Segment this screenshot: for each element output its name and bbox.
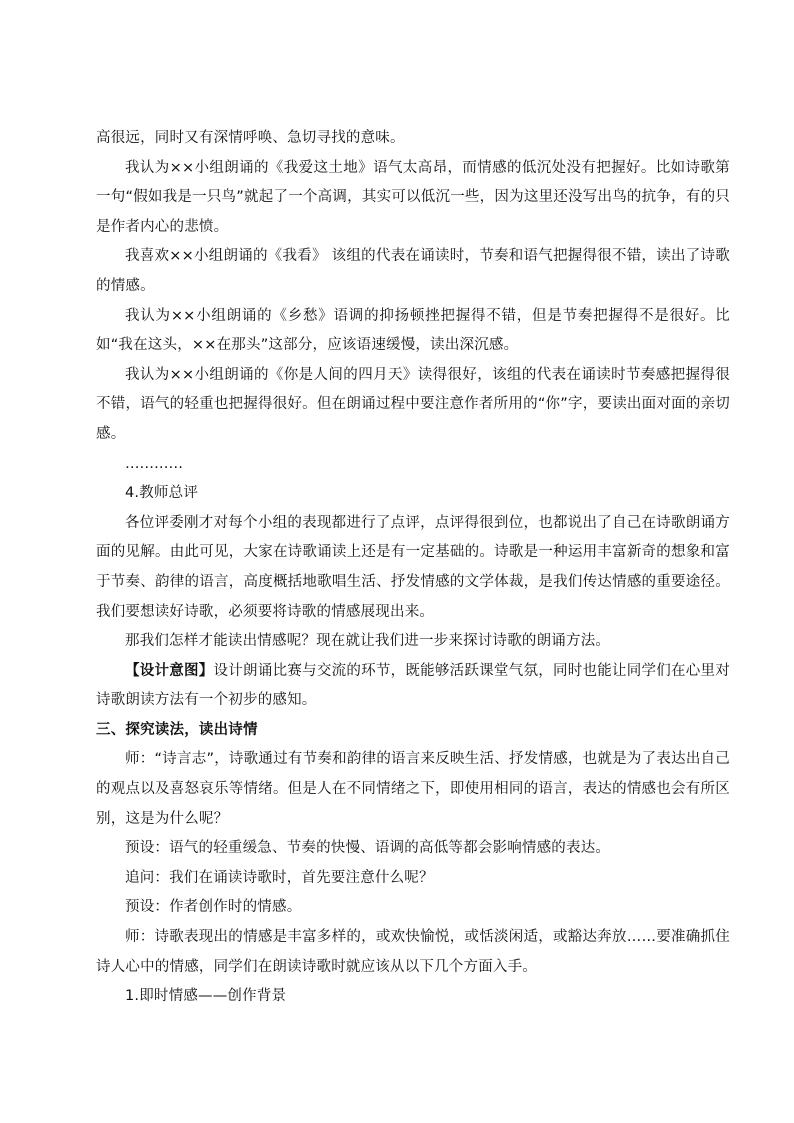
document-body xyxy=(96,124,730,1012)
paragraph-design-intent xyxy=(96,657,730,716)
design-intent-text: 设计朗诵比赛与交流的环节，既能够活跃课堂气氛，同时也能让同学们在心里对诗歌朗读方法有一个初步的感知。 xyxy=(96,662,730,709)
paragraph-preset-2: 预设：作者创作时的情感。 xyxy=(125,899,302,916)
paragraph-teacher-emotions: 师：诗歌表现出的情感是丰富多样的，或欢快愉悦，或恬淡闲适，或豁达奔放……要准确抓住诗人心中的情感，同学们在朗读诗歌时就应该从以下几个方面入手。 xyxy=(96,929,730,975)
ellipsis-line: ………… xyxy=(125,455,183,472)
section-heading-explore: 三、探究读法，读出诗情 xyxy=(96,721,258,738)
subheading-teacher-summary: 4.教师总评 xyxy=(125,485,199,502)
paragraph-follow-up: 追问：我们在诵读诗歌时，首先要注意什么呢？ xyxy=(125,869,434,886)
paragraph-continuation: 高很远，同时又有深情呼唤、急切寻找的意味。 xyxy=(96,130,405,146)
subheading-instant-emotion: 1.即时情感——创作背景 xyxy=(125,988,287,1005)
paragraph-comment-wokan: 我喜欢××小组朗诵的《我看》 该组的代表在诵读时，节奏和语气把握得很不错，读出了诗歌的情感。 xyxy=(96,248,730,294)
paragraph-comment-land: 我认为××小组朗诵的《我爱这土地》语气太高昂，而情感的低沉处没有把握好。比如诗歌第一句“假如我是一只鸟”就起了一个高调，其实可以低沉一些，因为这里还没写出鸟的抗争，有的只是作者内心的悲愤。 xyxy=(96,159,730,235)
paragraph-teacher-summary: 各位评委刚才对每个小组的表现都进行了点评，点评得很到位，也都说出了自己在诗歌朗诵方面的见解。由此可见，大家在诗歌诵读上还是有一定基础的。诗歌是一种运用丰富新奇的想象和富于节奏、韵律的语言，高度概括地歌唱生活、抒发情感的文学体裁，是我们传达情感的重要途径。我们要想读好诗歌，必须要将诗歌的情感展现出来。 xyxy=(96,514,730,620)
paragraph-transition: 那我们怎样才能读出情感呢？现在就让我们进一步来探讨诗歌的朗诵方法。 xyxy=(125,633,611,650)
paragraph-teacher-question: 师：“诗言志”，诗歌通过有节奏和韵律的语言来反映生活、抒发情感，也就是为了表达出自己的观点以及喜怒哀乐等情绪。但是人在不同情绪之下，即使用相同的语言，表达的情感也会有所区别，这是为什么呢？ xyxy=(96,751,730,827)
paragraph-preset-1: 预设：语气的轻重缓急、节奏的快慢、语调的高低等都会影响情感的表达。 xyxy=(125,840,611,857)
design-intent-label: 【设计意图】 xyxy=(125,662,214,679)
paragraph-comment-april: 我认为××小组朗诵的《你是人间的四月天》读得很好，该组的代表在诵读时节奏感把握得很不错，语气的轻重也把握得很好。但在朗诵过程中要注意作者所用的“你”字，要读出面对面的亲切感。 xyxy=(96,366,730,442)
paragraph-comment-nostalgia: 我认为××小组朗诵的《乡愁》语调的抑扬顿挫把握得不错，但是节奏把握得不是很好。比如“我在这头，××在那头”这部分，应该语速缓慢，读出深沉感。 xyxy=(96,307,730,354)
